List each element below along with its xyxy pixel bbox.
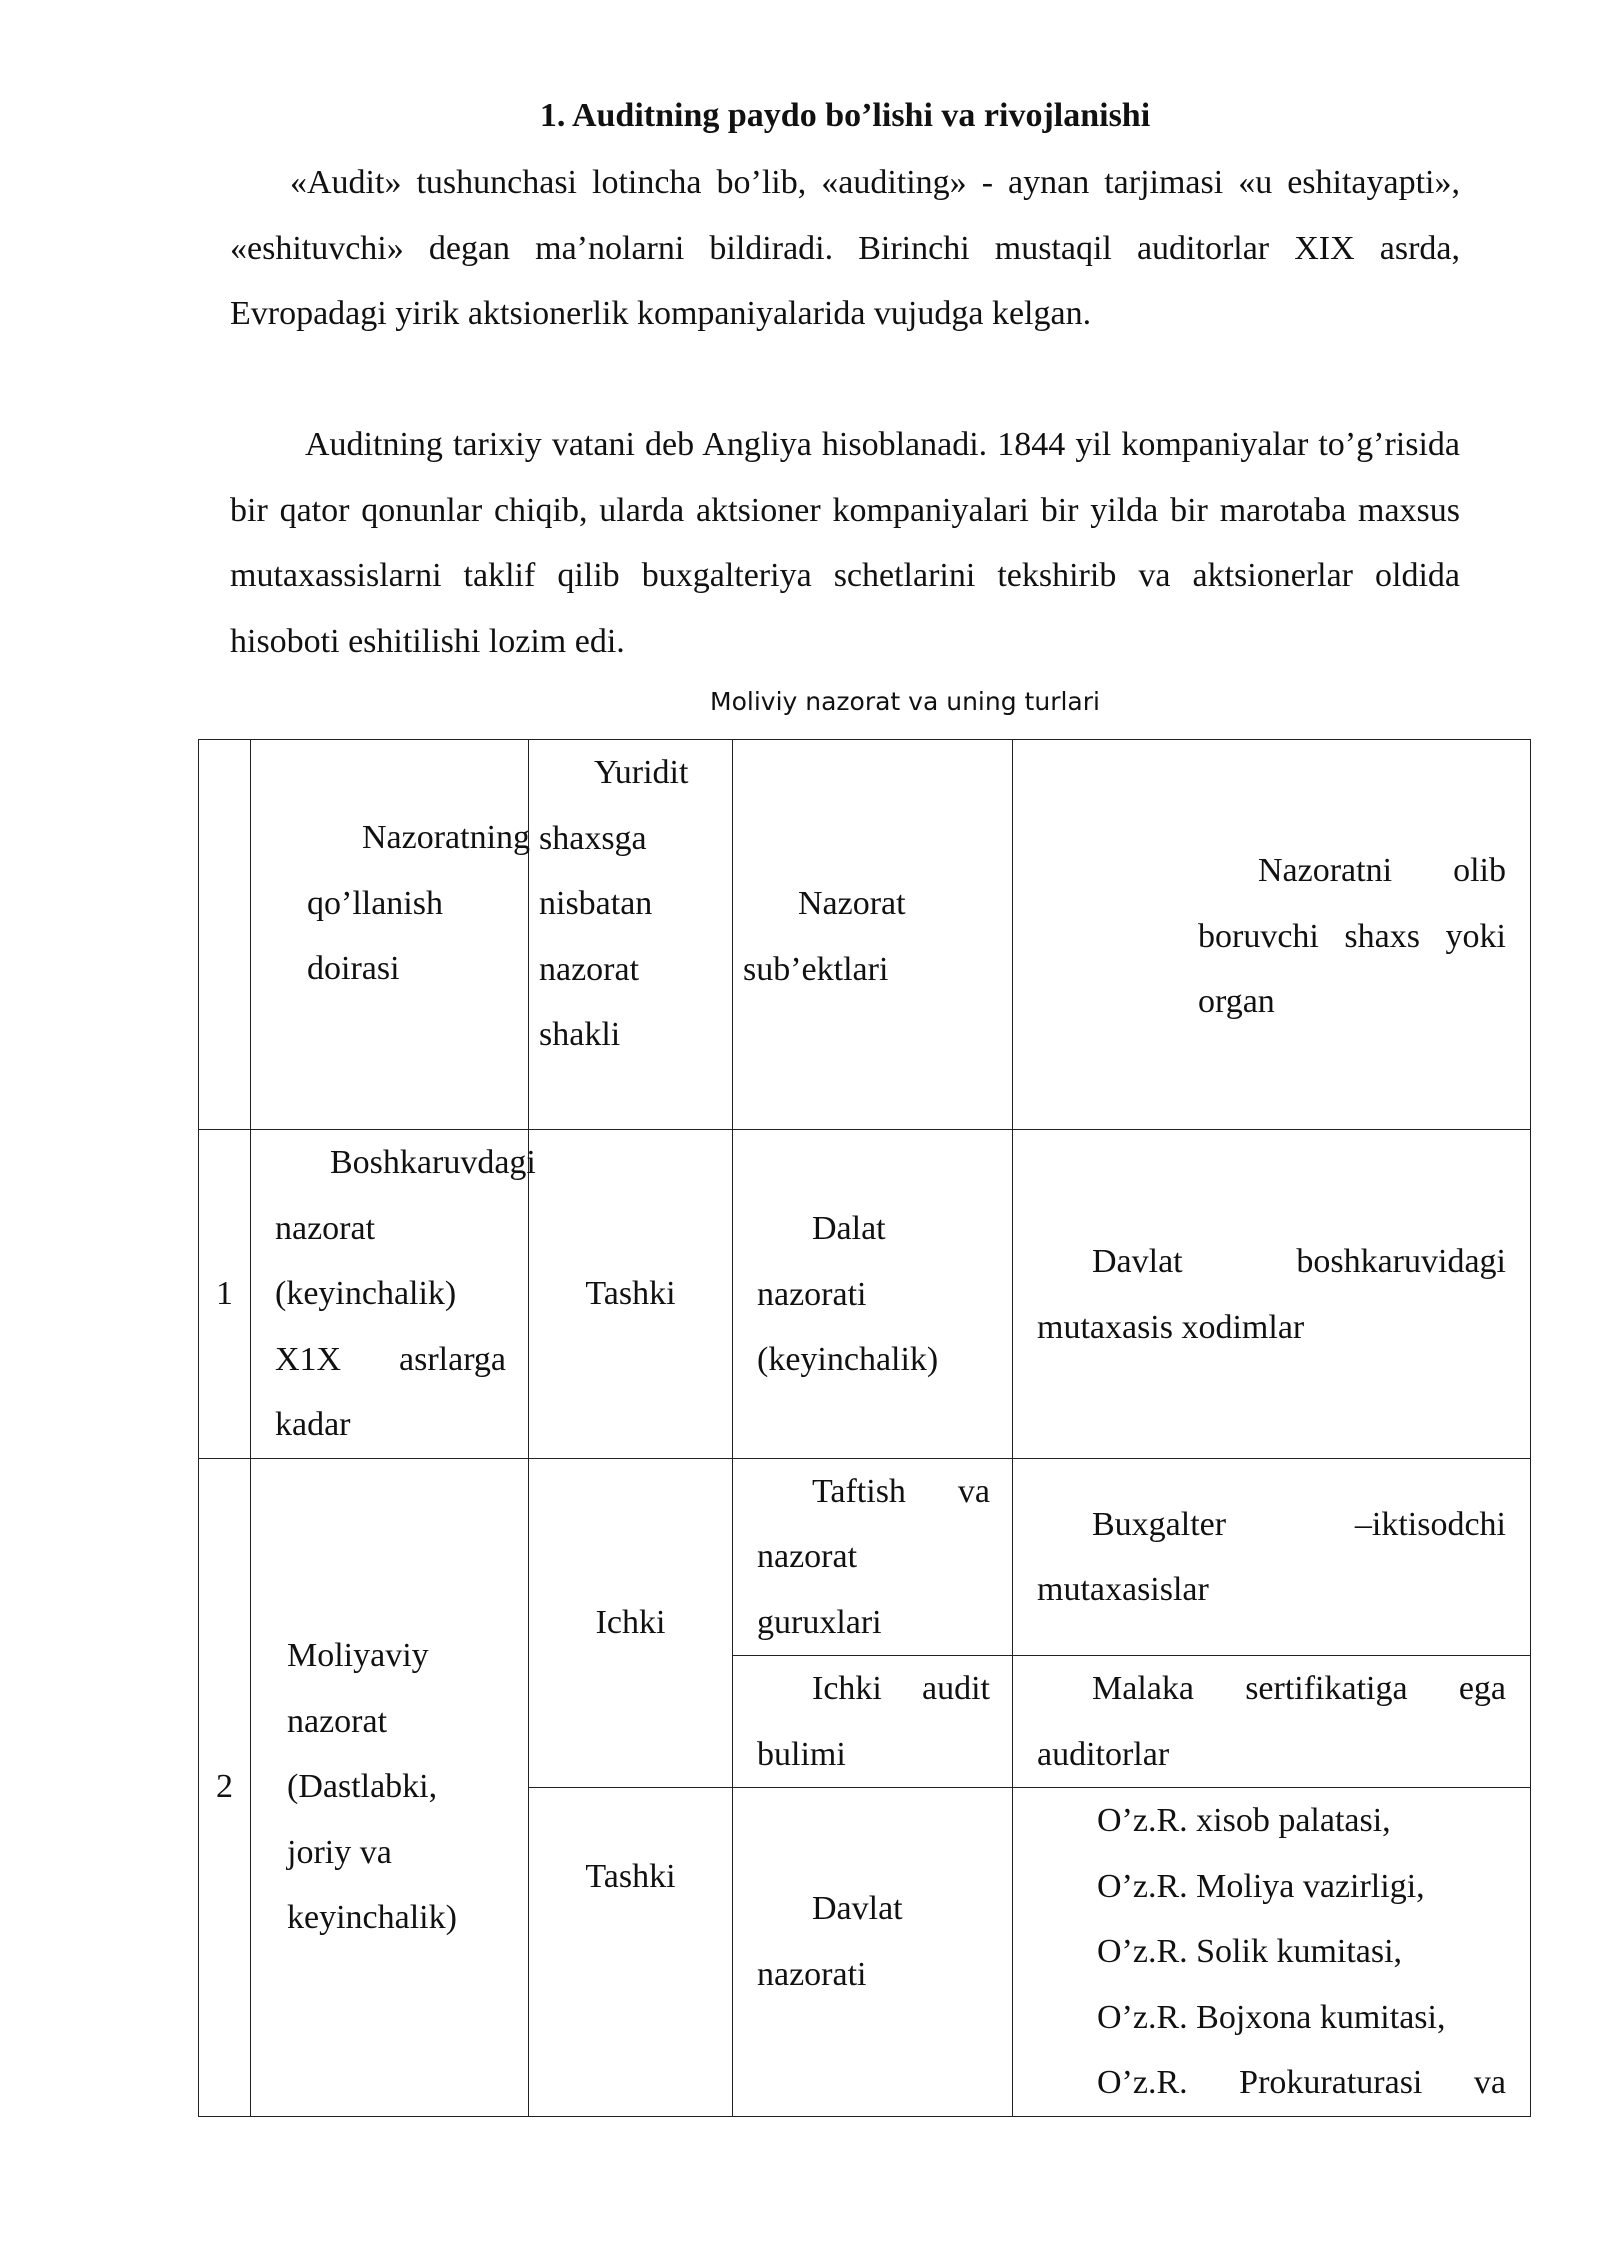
row2-scope-cell <box>251 1458 529 2116</box>
row1-scope-cell <box>251 1130 536 1459</box>
table-header-row <box>199 740 1531 1130</box>
header-scope: Nazoratning qo’llanish doirasi <box>307 819 531 987</box>
performer-list-item: O’z.R. Solik kumitasi, <box>1097 1933 1403 1970</box>
row2b-subject-cell <box>733 1656 1013 1788</box>
row2-scope <box>251 1623 528 1951</box>
header-form: Yuridit shaxsga nisbatan nazorat shakli <box>539 754 689 1053</box>
row1-performer: Davlat boshkaruvidagi mutaxasis xodimlar <box>1037 1243 1506 1346</box>
row2-scope-text: Moliyaviy nazorat (Dastlabki, joriy va keyinchalik) <box>287 1637 457 1937</box>
row2b-subject: Ichki audit bulimi <box>757 1670 990 1773</box>
performer-list-item: O’z.R. Bojxona kumitasi, <box>1097 1998 1446 2036</box>
row2-form-external: Tashki <box>585 1858 676 1895</box>
row2c-subject-cell <box>733 1788 1013 2117</box>
header-number-cell <box>199 740 251 1130</box>
row1-subject-cell <box>733 1130 1013 1459</box>
header-subjects-cell <box>733 740 1013 1130</box>
control-types-table <box>198 739 1531 2117</box>
table-row <box>199 1458 1531 1656</box>
row1-performer-cell <box>1013 1130 1531 1459</box>
performer-list-item: O’z.R. Moliya vazirligi, <box>1097 1867 1425 1905</box>
section-heading: 1. Auditning paydo bo’lishi va rivojlanishi <box>539 97 1151 134</box>
row2c-performer-list <box>1013 1788 1530 2116</box>
row2-form-internal: Ichki <box>595 1604 666 1641</box>
row2-form-internal-cell <box>529 1458 733 1788</box>
row1-scope: Boshkaruvdagi nazorat (keyinchalik) X1X asrlarga kadar <box>275 1144 536 1443</box>
header-performer-cell <box>1013 740 1531 1130</box>
row1-form-cell <box>529 1130 733 1459</box>
row1-subject: Dalat nazorati (keyinchalik) <box>757 1210 939 1378</box>
header-form-cell <box>529 740 733 1130</box>
row2b-performer: Malaka sertifikatiga ega auditorlar <box>1037 1670 1506 1773</box>
performer-list-item: O’z.R. xisob palatasi, <box>1097 1802 1391 1839</box>
row2c-subject: Davlat nazorati <box>757 1890 903 1993</box>
row-number: 2 <box>199 1458 251 2116</box>
row1-form: Tashki <box>585 1275 676 1312</box>
row2a-performer-cell <box>1013 1458 1531 1656</box>
row2-form-external-cell <box>529 1788 733 2117</box>
table-row <box>199 1130 1531 1459</box>
row2a-subject-cell <box>733 1458 1013 1656</box>
table-caption: Moliviy nazorat va uning turlari <box>710 687 1100 716</box>
header-performer: Nazoratni olib boruvchi shaxs yoki organ <box>1198 852 1506 1020</box>
paragraph-audit-history: Auditning tarixiy vatani deb Angliya hisoblanadi. 1844 yil kompaniyalar to’g’risida bir qator qonunlar chiqib, ularda aktsioner kompaniyalari bir yilda bir marotaba maxsus mutaxassislarni taklif qilib buxgalteriya schetlarini tekshirib va aktsionerlar oldida hisoboti eshitilishi lozim edi. <box>230 426 1460 660</box>
row2b-performer-cell <box>1013 1656 1531 1788</box>
performer-list-item: O’z.R. Prokuraturasi va <box>1097 2064 1506 2101</box>
header-scope-cell <box>251 740 529 1130</box>
row-number: 1 <box>199 1130 251 1459</box>
header-subjects: Nazorat sub’ektlari <box>743 885 906 988</box>
row2a-performer: Buxgalter –iktisodchi mutaxasislar <box>1037 1505 1506 1608</box>
row2c-performer-cell <box>1013 1788 1531 2117</box>
row2a-subject: Taftish va nazorat guruxlari <box>757 1472 990 1641</box>
paragraph-audit-definition: «Audit» tushunchasi lotincha bo’lib, «auditing» - aynan tarjimasi «u eshitayapti», «eshituvchi» degan ma’nolarni bildiradi. Birinchi mustaqil auditorlar XIX asrda, Evropadagi yirik aktsionerlik kompaniyalarida vujudga kelgan. <box>230 164 1460 332</box>
